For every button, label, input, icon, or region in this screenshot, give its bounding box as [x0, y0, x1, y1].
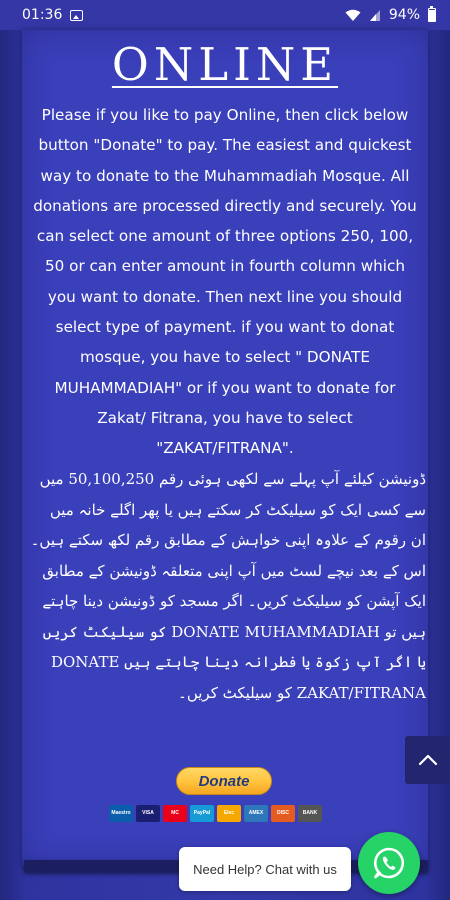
- bank-card-icon: BANK: [298, 805, 322, 822]
- discover-card-icon: DISC: [271, 805, 295, 822]
- paypal-card-icon: PayPal: [190, 805, 214, 822]
- whatsapp-chat-button[interactable]: [358, 832, 420, 894]
- visa-card-icon: VISA: [136, 805, 160, 822]
- status-left: [22, 7, 83, 23]
- amex-card-icon: AMEX: [244, 805, 268, 822]
- chat-prompt-label: Need Help? Chat with us: [193, 861, 337, 877]
- wifi-icon: [345, 9, 361, 22]
- mastercard-card-icon: MC: [163, 805, 187, 822]
- whatsapp-icon: [371, 845, 407, 881]
- donate-button[interactable]: Donate: [176, 767, 272, 795]
- chat-prompt-bubble[interactable]: [179, 847, 351, 891]
- payment-cards-row: [109, 803, 339, 823]
- status-time: 01:36: [22, 7, 63, 23]
- battery-percent: 94%: [388, 7, 420, 23]
- scroll-to-top-button[interactable]: [405, 736, 450, 784]
- status-right: [345, 7, 436, 23]
- signal-icon: [369, 9, 381, 22]
- chevron-up-icon: [418, 754, 438, 766]
- gallery-notification-icon: [70, 10, 83, 21]
- urdu-instructions: ڈونیشن کیلئے آپ پہلے سے لکھی ہوئی رقم 50,100,250 میں سے کسی ایک کو سیلیکٹ کر سکتے ہیں یا پھر اگلے خانہ میں ان رقوم کے علاوہ اپنی خواہش کے مطابق رقم لکھ سکتے ہیں۔ اس کے بعد نیچے لسٹ میں آپ اپنی متعلقہ ڈونیشن کے مطابق ایک آپشن کو سیلیکٹ کریں۔ اگر مسجد کو ڈونیشن دینا چاہتے ہیں تو DONATE MUHAMMADIAH کو سیلیکٹ کریں یا اگر آپ زکوۃ یا فطرانہ دینا چاہتے ہیں DONATE ZAKAT/FITRANA کو سیلیکٹ کریں۔: [30, 470, 426, 702]
- electron-card-icon: Elec: [217, 805, 241, 822]
- english-instructions: Please if you like to pay Online, then click below button "Donate" to pay. The easiest and quickest way to donate to the Muhammadiah Mosque. All donations are processed directly and securely. You can select one amount of three options 250, 100, 50 or can enter amount in fourth column which you want to donate. Then next line you should select type of payment. if you want to donat mosque, you have to select " DONATE MUHAMMADIAH" or if you want to donate for Zakat/ Fitrana, you have to select "ZAKAT/FITRANA".: [33, 106, 417, 458]
- status-bar: [0, 0, 450, 30]
- battery-icon: [428, 8, 436, 22]
- page-title: ONLINE: [111, 38, 339, 91]
- maestro-card-icon: Maestro: [109, 805, 133, 822]
